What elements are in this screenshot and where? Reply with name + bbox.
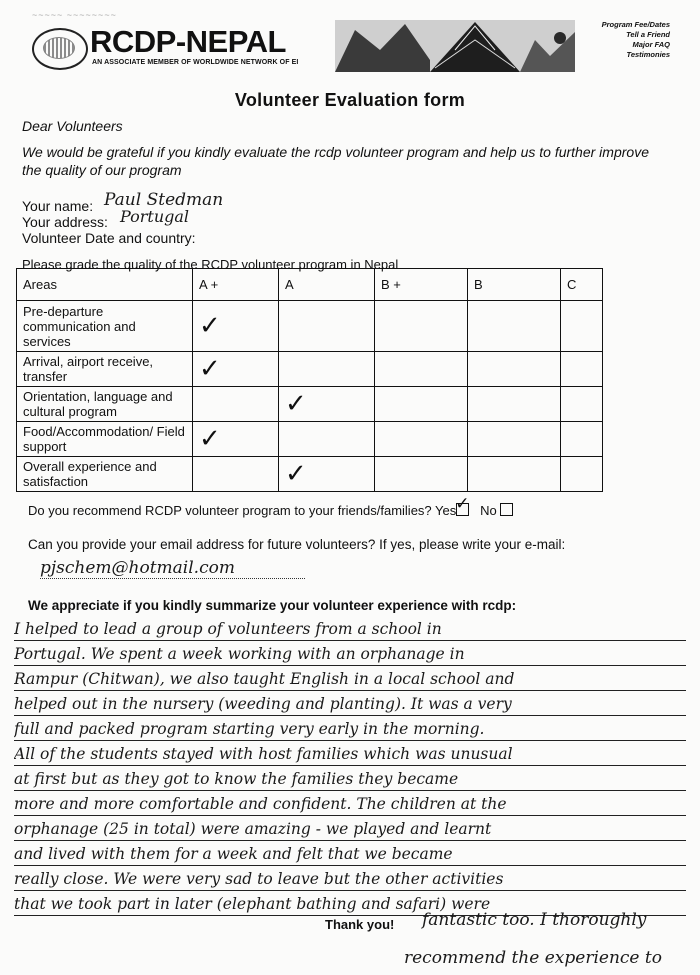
summary-line[interactable]: orphanage (25 in total) were amazing - we played and learnt (14, 818, 686, 841)
grade-cell[interactable]: ✓ (279, 387, 375, 422)
area-cell: Overall experience and satisfaction (17, 457, 193, 492)
greeting: Dear Volunteers (22, 118, 123, 134)
area-cell: Arrival, airport receive, transfer (17, 352, 193, 387)
table-row (17, 352, 603, 387)
header-links (602, 20, 670, 60)
summary-line[interactable]: All of the students stayed with host families which was unusual (14, 743, 686, 766)
grade-cell[interactable] (561, 301, 603, 352)
grade-cell[interactable]: ✓ (279, 457, 375, 492)
address-field[interactable]: Portugal (120, 207, 190, 226)
header-a-plus: A + (193, 269, 279, 301)
summary-line[interactable]: full and packed program starting very early in the morning. (14, 718, 686, 741)
checkmark-icon: ✓ (455, 494, 470, 513)
grade-cell[interactable] (561, 387, 603, 422)
grade-cell[interactable] (193, 457, 279, 492)
recommend-question-text: Do you recommend RCDP volunteer program to your friends/families? (28, 503, 432, 518)
grade-cell[interactable] (279, 352, 375, 387)
grade-prompt: Please grade the quality of the RCDP volunteer program in Nepal (22, 257, 399, 272)
summary-tail-line[interactable]: recommend the experience to (404, 948, 662, 968)
grade-cell[interactable] (468, 387, 561, 422)
summary-line[interactable]: Rampur (Chitwan), we also taught English in a local school and (14, 668, 686, 691)
grade-cell[interactable] (375, 352, 468, 387)
grade-cell[interactable] (279, 301, 375, 352)
header-a: A (279, 269, 375, 301)
header-c: C (561, 269, 603, 301)
grade-cell[interactable]: ✓ (193, 422, 279, 457)
header-b: B (468, 269, 561, 301)
banner-photo-icon (335, 20, 575, 72)
area-cell: Food/Accommodation/ Field support (17, 422, 193, 457)
grade-cell[interactable] (468, 457, 561, 492)
table-row (17, 422, 603, 457)
summary-line[interactable]: helped out in the nursery (weeding and planting). It was a very (14, 693, 686, 716)
grade-cell[interactable]: ✓ (193, 301, 279, 352)
grade-cell[interactable]: ✓ (193, 352, 279, 387)
summary-tail-line[interactable]: fantastic too. I thoroughly (422, 910, 647, 930)
emblem-seal-icon (32, 28, 88, 70)
link-tell-friend[interactable]: Tell a Friend (626, 30, 670, 39)
grade-cell[interactable] (375, 457, 468, 492)
link-program-fee[interactable]: Program Fee/Dates (601, 20, 670, 29)
header-areas: Areas (17, 269, 193, 301)
table-row (17, 387, 603, 422)
grade-cell[interactable] (561, 422, 603, 457)
grade-cell[interactable] (193, 387, 279, 422)
summary-line[interactable]: more and more comfortable and confident. The children at the (14, 793, 686, 816)
intro-text: We would be grateful if you kindly evaluate the rcdp volunteer program and help us to further improve the quality of our program (22, 144, 649, 178)
grade-cell[interactable] (468, 422, 561, 457)
no-label: No (480, 503, 497, 518)
summary-line[interactable]: and lived with them for a week and felt that we became (14, 843, 686, 866)
volunteer-date-label: Volunteer Date and country: (22, 230, 196, 246)
table-header-row (17, 269, 603, 301)
brand-tagline: AN ASSOCIATE MEMBER OF WORLDWIDE NETWORK OF EI (92, 59, 299, 66)
area-cell: Pre-departure communication and services (17, 301, 193, 352)
top-scribble: ~~~~~ ~~~~~~~~ (32, 10, 117, 20)
name-label: Your name: (22, 198, 94, 214)
name-field[interactable]: Paul Stedman (104, 190, 224, 210)
header-b-plus: B + (375, 269, 468, 301)
summary-question: We appreciate if you kindly summarize your volunteer experience with rcdp: (28, 598, 517, 613)
grade-cell[interactable] (375, 387, 468, 422)
grade-cell[interactable] (561, 352, 603, 387)
yes-checkbox[interactable] (455, 494, 470, 516)
yes-label: Yes (435, 503, 457, 518)
no-checkbox[interactable] (500, 503, 513, 516)
link-testimonies[interactable]: Testimonies (626, 50, 670, 59)
brand-logo-text: RCDP-NEPAL (90, 24, 286, 59)
summary-line[interactable]: I helped to lead a group of volunteers from a school in (14, 618, 686, 641)
grade-table (16, 268, 603, 492)
email-field[interactable]: pjschem@hotmail.com (40, 558, 305, 579)
area-cell: Orientation, language and cultural program (17, 387, 193, 422)
grade-cell[interactable] (468, 352, 561, 387)
grade-cell[interactable] (375, 301, 468, 352)
summary-line[interactable]: really close. We were very sad to leave but the other activities (14, 868, 686, 891)
link-major-faq[interactable]: Major FAQ (632, 40, 670, 49)
table-row (17, 301, 603, 352)
summary-line[interactable]: at first but as they got to know the families they became (14, 768, 686, 791)
grade-cell[interactable] (279, 422, 375, 457)
form-title: Volunteer Evaluation form (234, 90, 466, 110)
summary-line[interactable]: that we took part in later (elephant bathing and safari) were (14, 893, 686, 916)
grade-cell[interactable] (561, 457, 603, 492)
recommend-question (28, 494, 513, 518)
grade-cell[interactable] (468, 301, 561, 352)
address-label: Your address: (22, 214, 108, 230)
thank-you-text: Thank you! (325, 917, 395, 932)
summary-line[interactable]: Portugal. We spent a week working with an orphanage in (14, 643, 686, 666)
email-question: Can you provide your email address for future volunteers? If yes, please write your e-mail: (28, 537, 566, 552)
table-row (17, 457, 603, 492)
grade-cell[interactable] (375, 422, 468, 457)
